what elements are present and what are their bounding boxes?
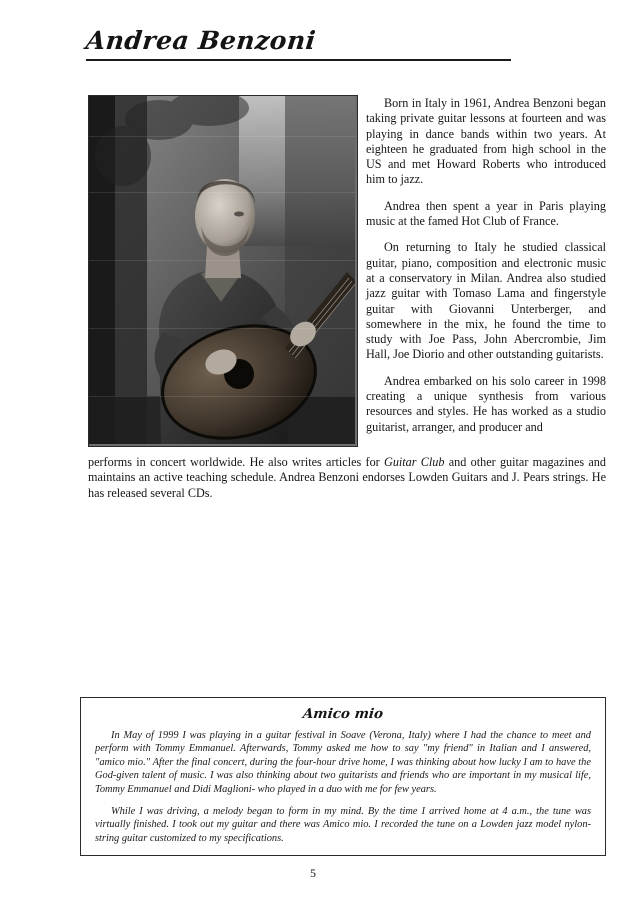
- bio-paragraph: Born in Italy in 1961, Andrea Benzoni began taking private guitar lessons at fourteen and was playing in dance bands within two years. At eighteen he graduated from high school in the US and met Howard Roberts who introduced him to jazz.: [366, 96, 606, 187]
- page-title-block: [86, 26, 516, 61]
- note-box-body: [95, 729, 591, 845]
- note-box: [80, 697, 606, 856]
- bio-continuation-part1: performs in concert worldwide. He also writes articles for: [88, 455, 385, 469]
- bio-continuation: [88, 455, 606, 501]
- note-paragraph: In May of 1999 I was playing in a guitar festival in Soave (Verona, Italy) where I had the chance to meet and perform with Tommy Emmanuel. Afterwards, Tommy asked me how to say "my friend" in Italian and I answered, "amico mio." After the final concert, during the four-hour drive home, I was thinking about how lucky I am to have the God-given talent of music. I was also thinking about two guitarists and friends who are important in my musical life, Tommy Emmanuel and Didi Maglioni- who played in a duo with me for few years.: [95, 730, 591, 795]
- portrait-photo: [88, 95, 358, 447]
- note-box-title: Amico mio: [302, 706, 384, 722]
- bio-continuation-paragraph: [88, 455, 606, 501]
- page-number: 5: [310, 866, 316, 880]
- magazine-name: Guitar Club: [384, 455, 445, 469]
- bio-paragraph: Andrea then spent a year in Paris playing music at the famed Hot Club of France.: [366, 198, 606, 229]
- note-paragraph: While I was driving, a melody began to form in my mind. By the time I arrived home at 4 a.m., the tune was virtually finished. I took out my guitar and there was Amico mio. I recorded the tune on a Lowden jazz model nylon-string guitar customized to my specifications.: [95, 806, 591, 844]
- bio-paragraph: On returning to Italy he studied classical guitar, piano, composition and electronic music at a conservatory in Milan. Andrea also studied jazz guitar with Tomaso Lama and fingerstyle guitar with Giovanni Unterberger, and somewhere in the mix, he found the time to study with Joe Pass, John Abercrombie, Jim Hall, Joe Diorio and other outstanding guitarists.: [366, 240, 606, 362]
- bio-continuation-part2: and other guitar magazines and maintains an active teaching schedule. Andrea Benzoni endorses Lowden Guitars and J. Pears strings. He has released several CDs.: [88, 455, 606, 500]
- bio-column: [366, 96, 606, 446]
- bio-paragraph: Andrea embarked on his solo career in 1998 creating a unique synthesis from various resources and styles. He has worked as a studio guitarist, arranger, and producer and: [366, 373, 606, 434]
- page-title: Andrea Benzoni: [84, 26, 318, 55]
- title-underline: [86, 59, 511, 61]
